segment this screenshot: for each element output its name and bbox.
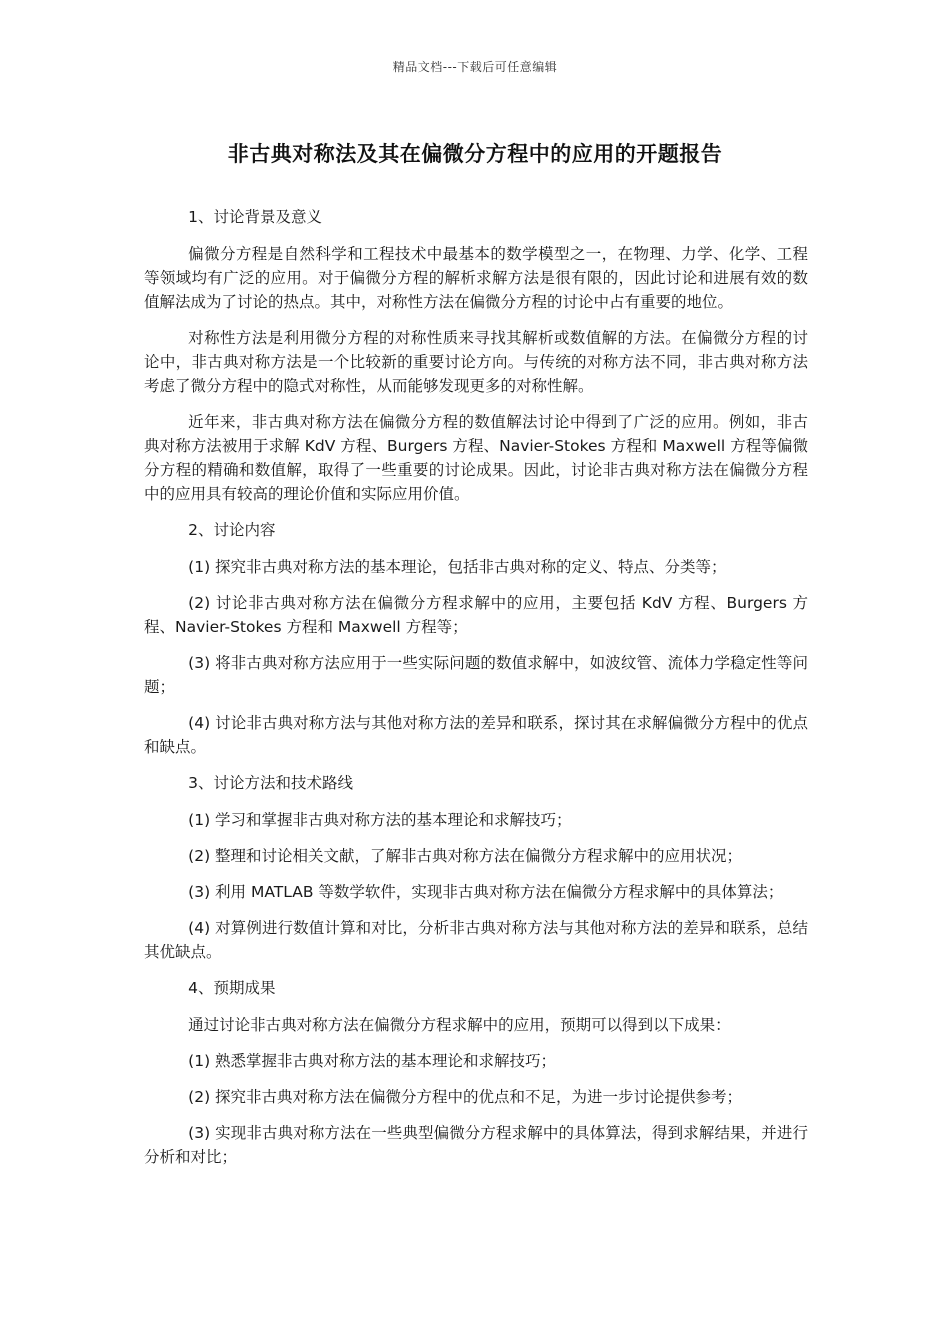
list-item: (3) 将非古典对称方法应用于一些实际问题的数值求解中，如波纹管、流体力学稳定性等问题；: [144, 654, 808, 696]
section-heading-background: 1、讨论背景及意义: [188, 208, 323, 226]
section-heading-outcomes: 4、预期成果: [188, 979, 276, 997]
page-header: 精品文档---下载后可任意编辑: [392, 60, 558, 74]
list-item: (2) 探究非古典对称方法在偏微分方程中的优点和不足，为进一步讨论提供参考；: [188, 1088, 743, 1106]
list-item: (1) 熟悉掌握非古典对称方法的基本理论和求解技巧；: [188, 1052, 557, 1070]
section-heading-content: 2、讨论内容: [188, 521, 276, 539]
paragraph: 近年来，非古典对称方法在偏微分方程的数值解法讨论中得到了广泛的应用。例如，非古典对称方法被用于求解 KdV 方程、Burgers 方程、Navier-Stokes 方程和 Maxwell 方程等偏微分方程的精确和数值解，取得了一些重要的讨论成果。因此，讨论非古典对称方法在偏微分方程中的应用具有较高的理论价值和实际应用价值。: [144, 413, 808, 503]
list-item: (2) 讨论非古典对称方法在偏微分方程求解中的应用，主要包括 KdV 方程、Burgers 方程、Navier-Stokes 方程和 Maxwell 方程等；: [144, 594, 808, 636]
section-heading-methods: 3、讨论方法和技术路线: [188, 774, 354, 792]
list-item: (3) 实现非古典对称方法在一些典型偏微分方程求解中的具体算法，得到求解结果，并进行分析和对比；: [144, 1124, 808, 1166]
list-item: (4) 对算例进行数值计算和对比，分析非古典对称方法与其他对称方法的差异和联系，总结其优缺点。: [144, 919, 808, 961]
paragraph: 通过讨论非古典对称方法在偏微分方程求解中的应用，预期可以得到以下成果：: [188, 1016, 731, 1034]
list-item: (1) 学习和掌握非古典对称方法的基本理论和求解技巧；: [188, 811, 572, 829]
list-item: (1) 探究非古典对称方法的基本理论，包括非古典对称的定义、特点、分类等；: [188, 558, 727, 576]
list-item: (4) 讨论非古典对称方法与其他对称方法的差异和联系，探讨其在求解偏微分方程中的优点和缺点。: [144, 714, 808, 756]
paragraph: 对称性方法是利用微分方程的对称性质来寻找其解析或数值解的方法。在偏微分方程的讨论中，非古典对称方法是一个比较新的重要讨论方向。与传统的对称方法不同，非古典对称方法考虑了微分方程中的隐式对称性，从而能够发现更多的对称性解。: [144, 329, 808, 395]
document-title: 非古典对称法及其在偏微分方程中的应用的开题报告: [227, 142, 723, 166]
document-body: [144, 205, 808, 1181]
paragraph: 偏微分方程是自然科学和工程技术中最基本的数学模型之一，在物理、力学、化学、工程等领域均有广泛的应用。对于偏微分方程的解析求解方法是很有限的，因此讨论和进展有效的数值解法成为了讨论的热点。其中，对称性方法在偏微分方程的讨论中占有重要的地位。: [144, 245, 808, 311]
list-item: (3) 利用 MATLAB 等数学软件，实现非古典对称方法在偏微分方程求解中的具体算法；: [188, 883, 784, 901]
list-item: (2) 整理和讨论相关文献，了解非古典对称方法在偏微分方程求解中的应用状况；: [188, 847, 743, 865]
